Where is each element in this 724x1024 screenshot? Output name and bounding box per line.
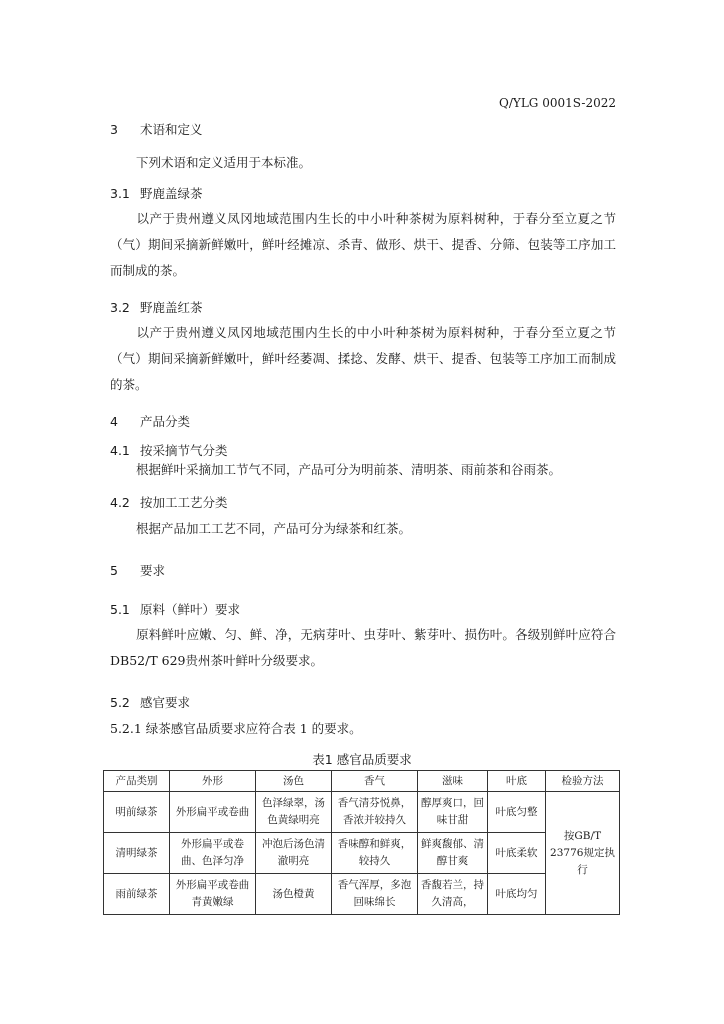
table-row <box>104 874 620 915</box>
table-cell: 叶底均匀 <box>488 874 546 915</box>
table-cell: 香气浑厚，多泡回味绵长 <box>332 874 418 915</box>
table-cell: 外形扁平或卷曲青黄嫩绿 <box>170 874 256 915</box>
table-cell: 香味醇和鲜爽，较持久 <box>332 833 418 874</box>
table-header: 叶底 <box>488 771 546 792</box>
heading-5: 5 要求 <box>110 563 165 578</box>
paragraph-5-1: 原料鲜叶应嫩、匀、鲜、净，无病芽叶、虫芽叶、紫芽叶、损伤叶。各级别鲜叶应符合DB52/T 629贵州茶叶鲜叶分级要求。 <box>110 627 616 668</box>
table-header: 香气 <box>332 771 418 792</box>
heading-3-2: 3.2 野鹿盖红茶 <box>110 300 203 315</box>
table-cell: 叶底柔软 <box>488 833 546 874</box>
paragraph-3-2: 以产于贵州遵义凤冈地域范围内生长的中小叶种茶树为原料树种，于春分至立夏之节（气）期间采摘新鲜嫩叶，鲜叶经萎凋、揉捻、发酵、烘干、提香、包装等工序加工而制成的茶。 <box>110 325 616 392</box>
table-cell: 香气清芬悦鼻，香浓并较持久 <box>332 792 418 833</box>
table-cell: 冲泡后汤色清澈明亮 <box>256 833 332 874</box>
table-cell: 外形扁平或卷曲 <box>170 792 256 833</box>
table-header: 产品类别 <box>104 771 170 792</box>
table-cell: 叶底匀整 <box>488 792 546 833</box>
heading-5-1: 5.1 原料（鲜叶）要求 <box>110 602 240 617</box>
paragraph-4-2: 根据产品加工工艺不同，产品可分为绿茶和红茶。 <box>136 521 412 536</box>
paragraph-4-1: 根据鲜叶采摘加工节气不同，产品可分为明前茶、清明茶、雨前茶和谷雨茶。 <box>136 462 562 477</box>
table-header-row <box>104 771 620 792</box>
table-header: 滋味 <box>418 771 488 792</box>
table-header: 检验方法 <box>546 771 620 792</box>
heading-4-1: 4.1 按采摘节气分类 <box>110 443 228 458</box>
table-cell: 汤色橙黄 <box>256 874 332 915</box>
table-row <box>104 833 620 874</box>
paragraph-3-1: 以产于贵州遵义凤冈地域范围内生长的中小叶种茶树为原料树种，于春分至立夏之节（气）期间采摘新鲜嫩叶，鲜叶经摊凉、杀青、做形、烘干、提香、分筛、包装等工序加工而制成的茶。 <box>110 211 616 278</box>
table-caption: 表1 感官品质要求 <box>312 752 412 767</box>
table-header: 汤色 <box>256 771 332 792</box>
heading-3: 3 术语和定义 <box>110 122 203 137</box>
heading-4: 4 产品分类 <box>110 414 190 429</box>
heading-4-2: 4.2 按加工工艺分类 <box>110 495 228 510</box>
table-cell: 明前绿茶 <box>104 792 170 833</box>
document-code: Q/YLG 0001S-2022 <box>499 96 616 110</box>
sensory-quality-table <box>103 770 620 915</box>
table-cell: 色泽绿翠，汤色黄绿明亮 <box>256 792 332 833</box>
table-header: 外形 <box>170 771 256 792</box>
table-cell: 鲜爽馥郁、清醇甘爽 <box>418 833 488 874</box>
table-row <box>104 792 620 833</box>
heading-5-2: 5.2 感官要求 <box>110 695 190 710</box>
paragraph-3-intro: 下列术语和定义适用于本标准。 <box>136 155 312 170</box>
table-cell: 醇厚爽口，回味甘甜 <box>418 792 488 833</box>
table-cell: 清明绿茶 <box>104 833 170 874</box>
paragraph-5-2-1: 5.2.1 绿茶感官品质要求应符合表 1 的要求。 <box>110 721 362 736</box>
table-cell: 香馥若兰，持久清高， <box>418 874 488 915</box>
table-cell: 外形扁平或卷曲、色泽匀净 <box>170 833 256 874</box>
heading-3-1: 3.1 野鹿盖绿茶 <box>110 186 203 201</box>
table-cell-method: 按GB/T 23776规定执行 <box>546 792 620 915</box>
table-cell: 雨前绿茶 <box>104 874 170 915</box>
